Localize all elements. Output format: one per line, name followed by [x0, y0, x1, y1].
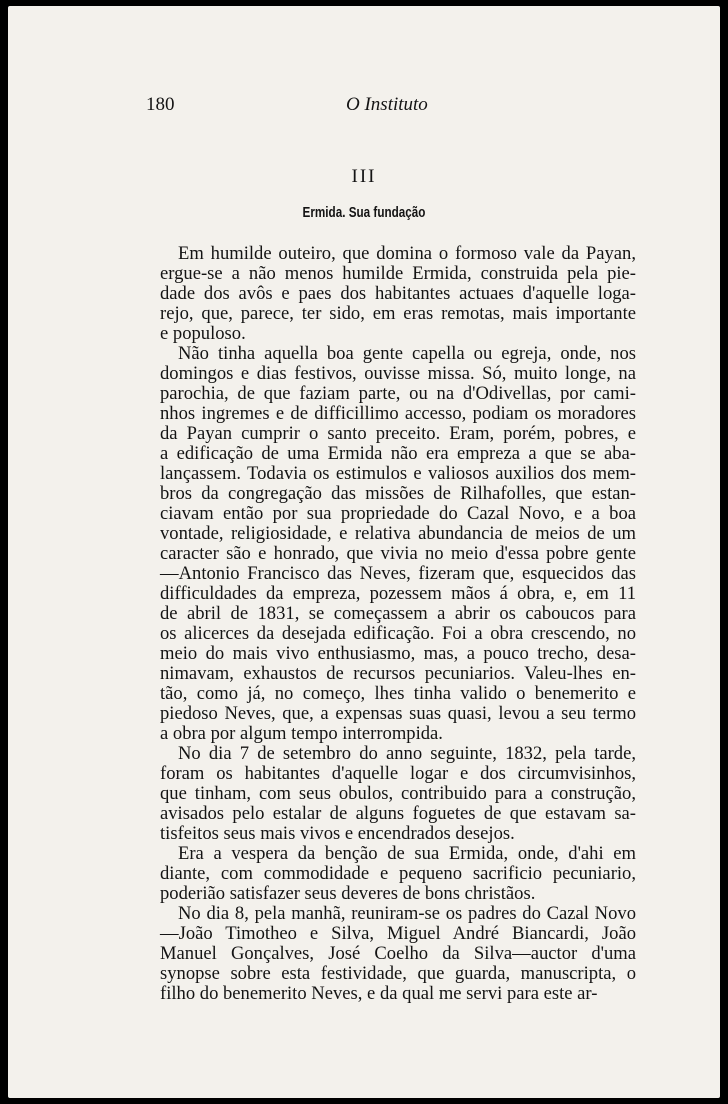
page-number: 180: [146, 94, 175, 115]
text-line: difficuldades da empreza, pozessem mãos á obra, e, em 11: [160, 583, 636, 604]
text-line: lançassem. Todavia os estimulos e valiosos auxilios dos mem-: [160, 463, 636, 484]
text-line: parochia, de que faziam parte, ou na d'Odivellas, por cami-: [160, 383, 636, 404]
text-line: Era a vespera da benção de sua Ermida, onde, d'ahi em: [178, 843, 636, 864]
section-title: Ermida. Sua fundação: [302, 204, 426, 221]
text-line: —Antonio Francisco das Neves, fizeram que, esquecidos das: [160, 563, 636, 584]
text-line: bros da congregação das missões de Rilhafolles, que estan-: [160, 483, 636, 504]
text-line: domingos e dias festivos, ouvisse missa. Só, muito longe, na: [160, 363, 636, 384]
book-page: [8, 6, 720, 1098]
text-line: caracter são e honrado, que vivia no meio d'essa pobre gente: [160, 543, 636, 564]
text-line: da Payan cumprir o santo preceito. Eram, porém, pobres, e: [160, 423, 636, 444]
text-line: Em humilde outeiro, que domina o formoso vale da Payan,: [178, 243, 636, 264]
text-line: No dia 7 de setembro do anno seguinte, 1832, pela tarde,: [178, 743, 636, 764]
text-line: —João Timotheo e Silva, Miguel André Biancardi, João: [160, 923, 636, 944]
text-line: ciavam então por sua propriedade do Cazal Novo, e a boa: [160, 503, 636, 524]
text-line: poderião satisfazer seus deveres de bons christãos.: [160, 883, 536, 904]
text-line: vontade, religiosidade, e relativa abundancia de meios de um: [160, 523, 636, 544]
text-line: foram os habitantes d'aquelle logar e dos circumvisinhos,: [160, 763, 636, 784]
running-title: O Instituto: [346, 94, 428, 115]
text-line: filho do benemerito Neves, e da qual me servi para este ar-: [160, 983, 598, 1004]
text-line: a obra por algum tempo interrompida.: [160, 723, 443, 744]
text-line: No dia 8, pela manhã, reuniram-se os padres do Cazal Novo: [178, 903, 636, 924]
text-line: Manuel Gonçalves, José Coelho da Silva—auctor d'uma: [160, 943, 636, 964]
text-line: de abril de 1831, se começassem a abrir os caboucos para: [160, 603, 636, 624]
body-text: [160, 244, 636, 1004]
text-line: synopse sobre esta festividade, que guarda, manuscripta, o: [160, 963, 636, 984]
text-line: rejo, que, parece, ter sido, em eras remotas, mais importante: [160, 303, 636, 324]
text-line: a edificação de uma Ermida não era empreza a que se aba-: [160, 443, 636, 464]
text-line: dade dos avôs e paes dos habitantes actuaes d'aquelle loga-: [160, 283, 636, 304]
text-line: nimavam, exhaustos de recursos pecuniarios. Valeu-lhes en-: [160, 663, 636, 684]
text-line: que tinham, com seus obulos, contribuido para a construção,: [160, 783, 636, 804]
text-line: piedoso Neves, que, a expensas suas quasi, levou a seu termo: [160, 703, 636, 724]
page-header: [146, 94, 578, 118]
text-line: e populoso.: [160, 323, 246, 344]
text-line: tão, como já, no começo, lhes tinha valido o benemerito e: [160, 683, 636, 704]
text-line: diante, com commodidade e pequeno sacrificio pecuniario,: [160, 863, 636, 884]
text-line: os alicerces da desejada edificação. Foi a obra crescendo, no: [160, 623, 636, 644]
text-line: meio do mais vivo enthusiasmo, mas, a pouco trecho, desa-: [160, 643, 636, 664]
text-line: nhos ingremes e de difficillimo accesso, podiam os moradores: [160, 403, 636, 424]
text-line: ergue-se a não menos humilde Ermida, construida pela pie-: [160, 263, 636, 284]
text-line: avisados pelo estalar de alguns foguetes de que estavam sa-: [160, 803, 636, 824]
section-number: III: [351, 166, 377, 187]
text-line: tisfeitos seus mais vivos e encendrados desejos.: [160, 823, 515, 844]
text-line: Não tinha aquella boa gente capella ou egreja, onde, nos: [178, 343, 636, 364]
